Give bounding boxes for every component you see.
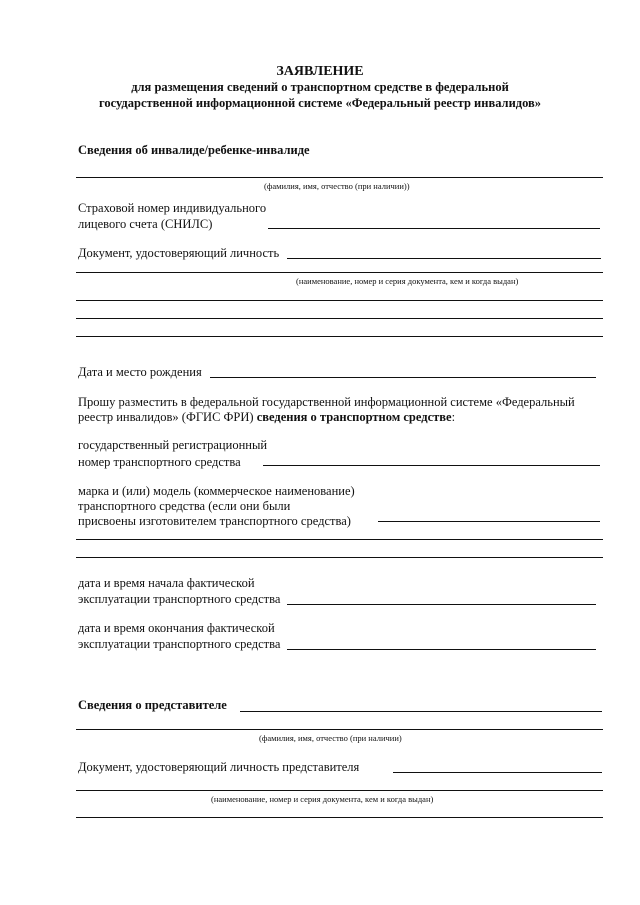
start-label-line2: эксплуатации транспортного средства: [78, 592, 281, 606]
id-doc-hint: (наименование, номер и серия документа, кем и когда выдан): [296, 276, 519, 286]
representative-fio-field[interactable]: [240, 711, 602, 712]
representative-section-heading: Сведения о представителе: [78, 698, 227, 712]
snils-label-line1: Страховой номер индивидуального: [78, 201, 267, 215]
snils-label-line2: лицевого счета (СНИЛС): [78, 217, 213, 231]
invalid-fio-field[interactable]: [76, 177, 603, 178]
id-doc-field-line2[interactable]: [76, 272, 603, 273]
end-label-line2: эксплуатации транспортного средства: [78, 637, 281, 651]
request-line2-bold: сведения о транспортном средстве: [256, 410, 452, 424]
invalid-fio-hint: (фамилия, имя, отчество (при наличии)): [264, 181, 410, 191]
id-doc-field-line5[interactable]: [76, 336, 603, 337]
reg-number-field[interactable]: [263, 465, 600, 466]
id-doc-field-line3[interactable]: [76, 300, 603, 301]
id-doc-field[interactable]: [287, 258, 601, 259]
document-title: ЗАЯВЛЕНИЕ: [276, 64, 364, 79]
brand-field[interactable]: [378, 521, 600, 522]
request-line2-end: :: [451, 410, 456, 424]
brand-label-line3: присвоены изготовителем транспортного средства): [78, 514, 351, 528]
request-line2-plain: реестр инвалидов» (ФГИС ФРИ): [78, 410, 257, 424]
end-field[interactable]: [287, 649, 596, 650]
representative-id-doc-label: Документ, удостоверяющий личность представителя: [78, 760, 360, 774]
representative-id-doc-field-line2[interactable]: [76, 790, 603, 791]
snils-field[interactable]: [268, 228, 600, 229]
start-label-line1: дата и время начала фактической: [78, 576, 255, 590]
representative-fio-hint: (фамилия, имя, отчество (при наличии): [259, 733, 402, 743]
start-field[interactable]: [287, 604, 596, 605]
document-subtitle-line2: государственной информационной системе «Федеральный реестр инвалидов»: [98, 96, 542, 110]
representative-id-doc-field[interactable]: [393, 772, 602, 773]
birth-label: Дата и место рождения: [78, 365, 202, 379]
request-line1: Прошу разместить в федеральной государственной информационной системе «Федеральный: [78, 395, 575, 409]
brand-field-line3[interactable]: [76, 557, 603, 558]
request-line2: [78, 410, 455, 425]
invalid-section-heading: Сведения об инвалиде/ребенке-инвалиде: [78, 143, 310, 157]
document-subtitle-line1: для размещения сведений о транспортном средстве в федеральной: [131, 80, 509, 94]
representative-fio-field-line2[interactable]: [76, 729, 603, 730]
reg-number-label-line1: государственный регистрационный: [78, 438, 268, 452]
birth-field[interactable]: [210, 377, 596, 378]
brand-label-line2: транспортного средства (если они были: [78, 499, 291, 513]
id-doc-field-line4[interactable]: [76, 318, 603, 319]
representative-id-doc-field-line3[interactable]: [76, 817, 603, 818]
brand-label-line1: марка и (или) модель (коммерческое наименование): [78, 484, 355, 498]
representative-id-doc-hint: (наименование, номер и серия документа, кем и когда выдан): [211, 794, 434, 804]
id-doc-label: Документ, удостоверяющий личность: [78, 246, 280, 260]
reg-number-label-line2: номер транспортного средства: [78, 455, 241, 469]
brand-field-line2[interactable]: [76, 539, 603, 540]
end-label-line1: дата и время окончания фактической: [78, 621, 275, 635]
